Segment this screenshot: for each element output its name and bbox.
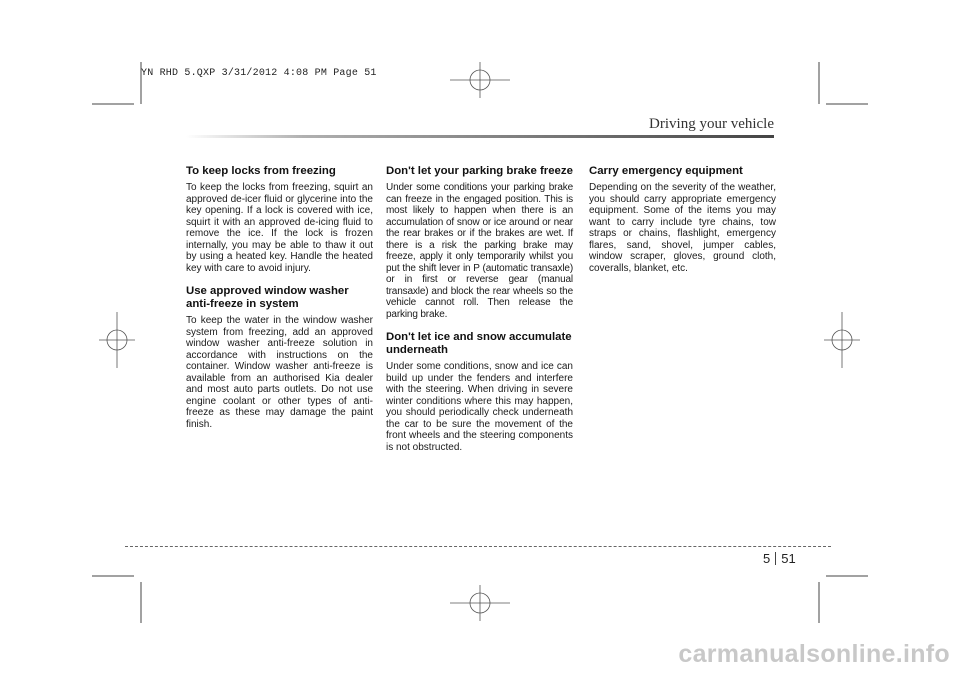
body-washer-antifreeze: To keep the water in the window washer system from freezing, add an approved window washer anti-freeze solution in accordance with instructions on the container. Window washer anti-freeze is available from an authorised Kia dealer and most auto parts outlets. Do not use engine coolant or other types of anti-freeze as these may damage the paint finish. (186, 315, 373, 430)
column-1 (186, 165, 373, 441)
page-number (763, 551, 796, 566)
footer-rule (125, 546, 831, 547)
page-number-separator (775, 552, 776, 565)
section-title: Driving your vehicle (649, 116, 774, 132)
page-number-value: 51 (781, 551, 796, 566)
heading-ice-snow: Don't let ice and snow accumulate underneath (386, 331, 572, 356)
header-rule (186, 135, 774, 138)
body-parking-brake: Under some conditions your parking brake can freeze in the engaged position. This is most likely to happen when there is an accumulation of snow or ice around or near the rear brakes or if the brakes are wet. If there is a risk the parking brake may freeze, apply it only temporarily whilst you put the shift lever in P (automatic transaxle) or in first or reverse gear (manual transaxle) and block the rear wheels so the vehicle cannot roll. Then release the parking brake. (386, 182, 573, 320)
column-2 (386, 165, 573, 464)
heading-emergency-equipment: Carry emergency equipment (589, 165, 743, 177)
heading-parking-brake: Don't let your parking brake freeze (386, 165, 573, 177)
body-ice-snow: Under some conditions, snow and ice can build up under the fenders and interfere with the steering. When driving in severe winter conditions where this may happen, you should periodically check underneath the car to be sure the movement of the front wheels and the steering components is not obstructed. (386, 361, 573, 453)
heading-washer-antifreeze: Use approved window washer anti-freeze in system (186, 285, 349, 310)
body-emergency-equipment: Depending on the severity of the weather, you should carry appropriate emergency equipment. Some of the items you may want to carry include tyre chains, tow straps or chains, flashlight, emergency flares, sand, shovel, jumper cables, window scraper, gloves, ground cloth, coveralls, blanket, etc. (589, 182, 776, 274)
column-3 (589, 165, 776, 285)
print-slug: YN RHD 5.QXP 3/31/2012 4:08 PM Page 51 (141, 68, 377, 79)
heading-locks-freezing: To keep locks from freezing (186, 165, 336, 177)
chapter-number: 5 (763, 551, 771, 566)
body-locks-freezing: To keep the locks from freezing, squirt an approved de-icer fluid or glycerine into the key opening. If a lock is covered with ice, squirt it with an approved de-icing fluid to remove the ice. If the lock is frozen internally, you may be able to thaw it out by using a heated key. Handle the heated key with care to avoid injury. (186, 182, 373, 274)
watermark: carmanualsonline.info (678, 640, 950, 668)
